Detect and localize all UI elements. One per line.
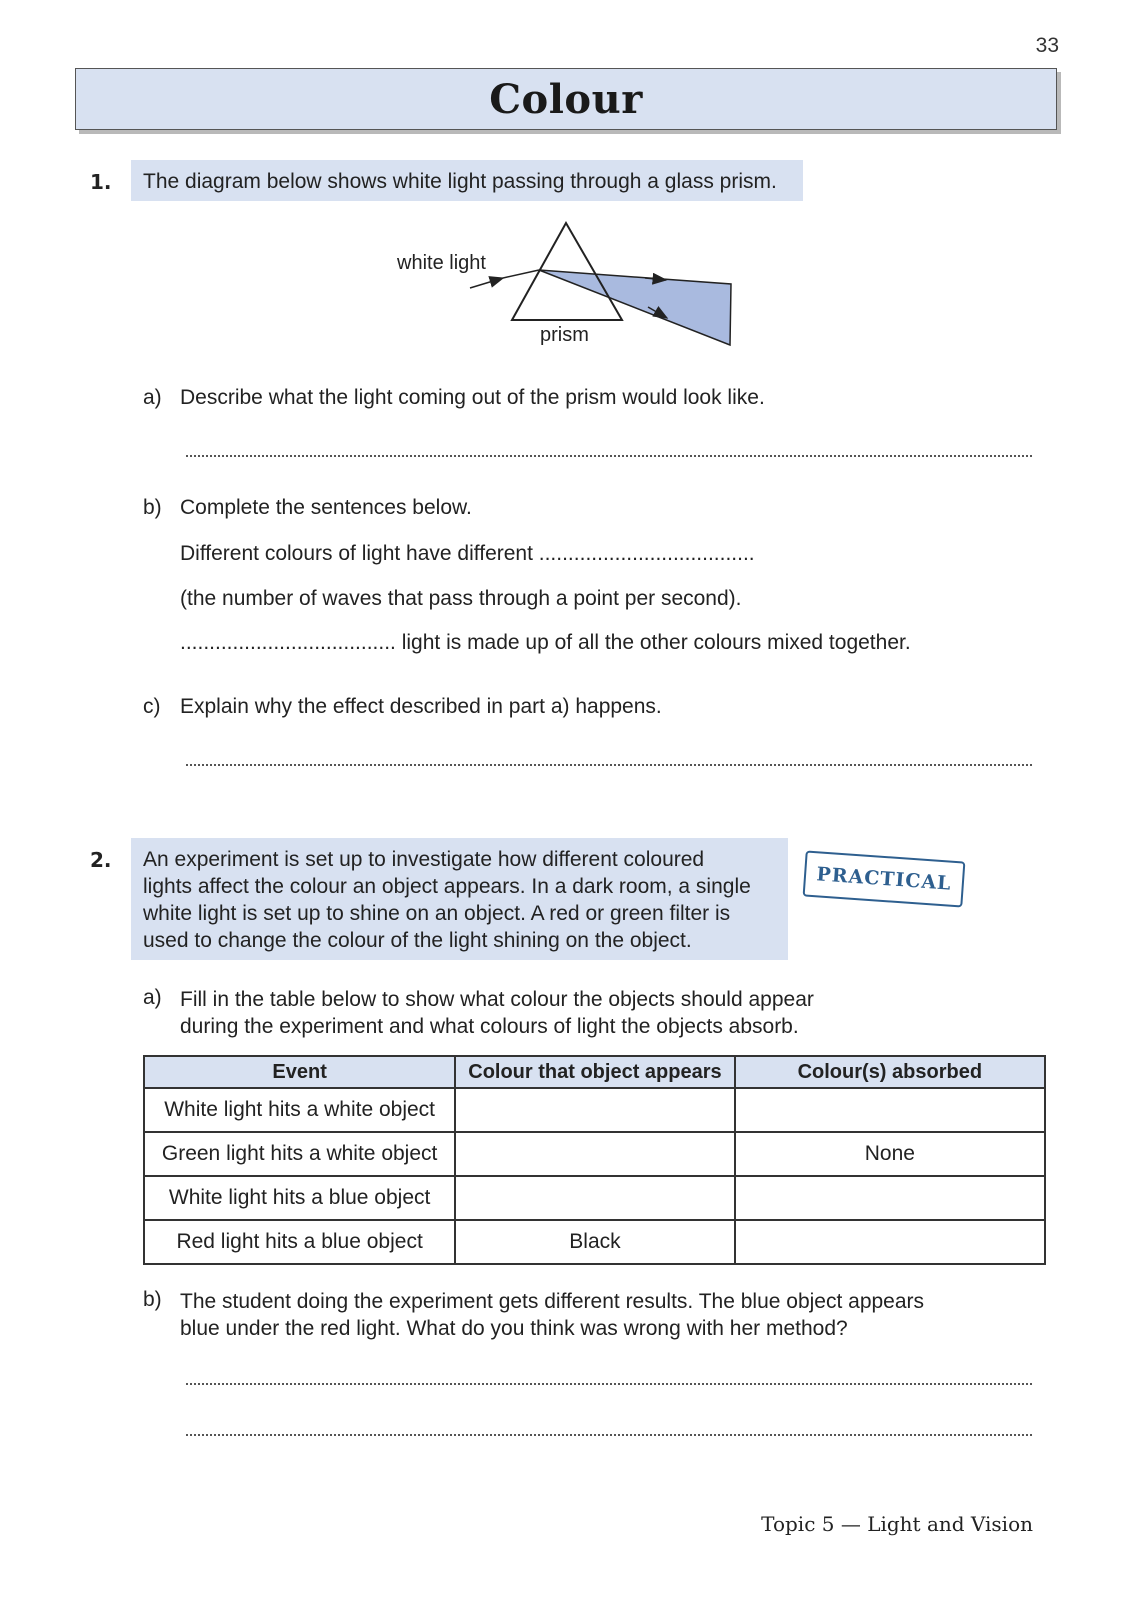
white-light-label: white light bbox=[397, 252, 486, 274]
event-cell: Red light hits a blue object bbox=[144, 1220, 455, 1264]
results-table bbox=[143, 1055, 1046, 1265]
prism-label: prism bbox=[540, 324, 589, 346]
incident-ray-arrow bbox=[470, 278, 503, 288]
header-colour-appears: Colour that object appears bbox=[455, 1056, 734, 1088]
table-row bbox=[144, 1132, 1045, 1176]
table-row bbox=[144, 1176, 1045, 1220]
q1b-sentence-1[interactable]: Different colours of light have different ..................................... bbox=[180, 542, 755, 565]
q1b-sentence-2[interactable]: ..................................... light is made up of all the other colours mixed together. bbox=[180, 631, 911, 654]
prism-diagram bbox=[390, 215, 750, 355]
event-cell: Green light hits a white object bbox=[144, 1132, 455, 1176]
q2b-text-line: The student doing the experiment gets different results. The blue object appears bbox=[180, 1290, 925, 1313]
table-header-row bbox=[144, 1056, 1045, 1088]
answer-line-q2b-2[interactable] bbox=[186, 1434, 1032, 1436]
refracted-ray bbox=[503, 270, 539, 278]
q1b-letter: b) bbox=[143, 496, 162, 519]
q1a-text: Describe what the light coming out of the prism would look like. bbox=[180, 386, 765, 409]
colour-appears-cell[interactable] bbox=[455, 1176, 734, 1220]
q2a-text-line: Fill in the table below to show what colour the objects should appear bbox=[180, 988, 814, 1011]
colours-absorbed-cell[interactable] bbox=[735, 1088, 1045, 1132]
question-2-intro bbox=[131, 838, 788, 960]
title-banner bbox=[75, 68, 1057, 130]
q2-intro-line: An experiment is set up to investigate how different coloured bbox=[143, 848, 705, 871]
q2-intro-line: lights affect the colour an object appears. In a dark room, a single bbox=[143, 875, 751, 898]
question-2-number: 2. bbox=[90, 848, 112, 872]
q2b-text bbox=[180, 1288, 924, 1342]
q1b-sentence-1-note: (the number of waves that pass through a point per second). bbox=[180, 587, 742, 610]
page-title: Colour bbox=[489, 75, 643, 123]
colour-appears-cell[interactable] bbox=[455, 1132, 734, 1176]
header-colours-absorbed: Colour(s) absorbed bbox=[735, 1056, 1045, 1088]
practical-badge bbox=[803, 850, 966, 907]
colour-appears-cell: Black bbox=[455, 1220, 734, 1264]
q2a-letter: a) bbox=[143, 986, 162, 1009]
q2a-text bbox=[180, 986, 814, 1040]
q1c-text: Explain why the effect described in part a) happens. bbox=[180, 695, 662, 718]
q2-intro-line: used to change the colour of the light shining on the object. bbox=[143, 929, 692, 952]
table-row bbox=[144, 1088, 1045, 1132]
q1a-letter: a) bbox=[143, 386, 162, 409]
table-row bbox=[144, 1220, 1045, 1264]
answer-line-q1a[interactable] bbox=[186, 455, 1032, 457]
answer-line-q2b-1[interactable] bbox=[186, 1383, 1032, 1385]
question-1-intro: The diagram below shows white light passing through a glass prism. bbox=[131, 160, 803, 201]
question-1-number: 1. bbox=[90, 170, 112, 194]
colour-appears-cell[interactable] bbox=[455, 1088, 734, 1132]
colours-absorbed-cell[interactable] bbox=[735, 1220, 1045, 1264]
q1c-letter: c) bbox=[143, 695, 161, 718]
answer-line-q1c[interactable] bbox=[186, 764, 1032, 766]
header-event: Event bbox=[144, 1056, 455, 1088]
colours-absorbed-cell: None bbox=[735, 1132, 1045, 1176]
page-number: 33 bbox=[1035, 34, 1059, 57]
q2-intro-line: white light is set up to shine on an object. A red or green filter is bbox=[143, 902, 731, 925]
footer-topic: Topic 5 — Light and Vision bbox=[761, 1512, 1033, 1536]
q2b-text-line: blue under the red light. What do you think was wrong with her method? bbox=[180, 1317, 848, 1340]
event-cell: White light hits a blue object bbox=[144, 1176, 455, 1220]
q1b-text: Complete the sentences below. bbox=[180, 496, 472, 519]
colours-absorbed-cell[interactable] bbox=[735, 1176, 1045, 1220]
q2a-text-line: during the experiment and what colours of light the objects absorb. bbox=[180, 1015, 799, 1038]
practical-badge-label: PRACTICAL bbox=[815, 863, 953, 895]
q2b-letter: b) bbox=[143, 1288, 162, 1311]
event-cell: White light hits a white object bbox=[144, 1088, 455, 1132]
